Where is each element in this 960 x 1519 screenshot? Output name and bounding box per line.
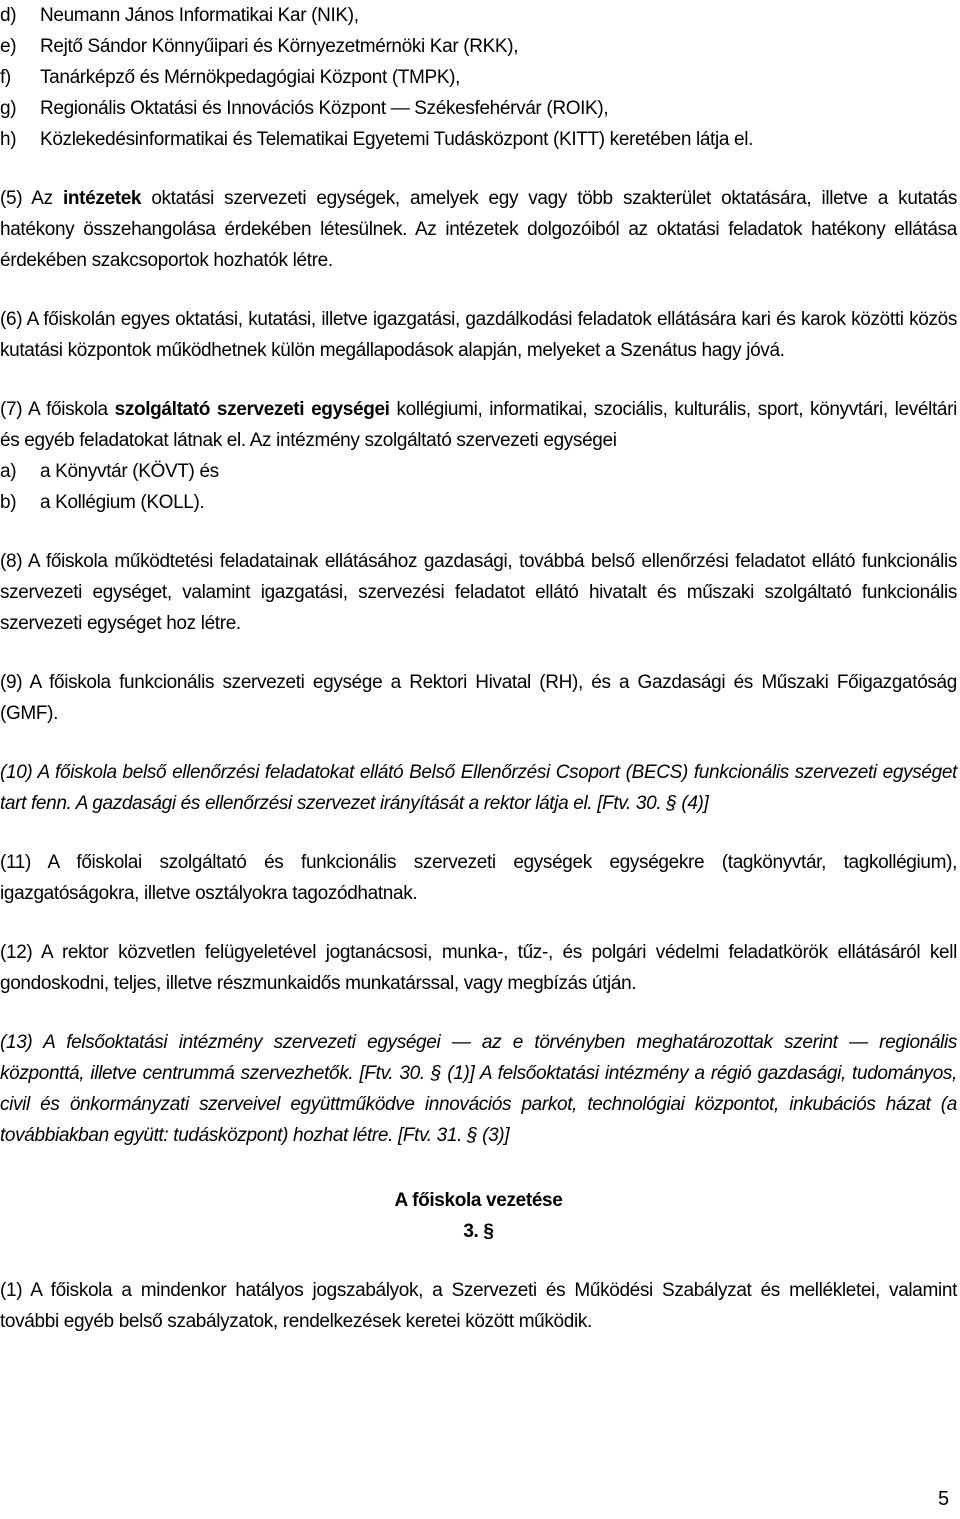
paragraph-13: (13) A felsőoktatási intézmény szervezeti egységei — az e törvényben meghatározottak szerint — regionális központtá, illetve centrummá szervezhetők. [Ftv. 30. § (1)] A felsőoktatási intézmény a régió gazdasági, tudományos, civil és önkormányzati szerveivel együttműködve innovációs parkot, technológiai központot, inkubációs házat (a továbbiakban együtt: tudásközpont) hozhat létre. [Ftv. 31. § (3)] — [0, 1032, 957, 1146]
list-label: e) — [0, 36, 17, 57]
bold-term: szolgáltató szervezeti egységei — [114, 399, 390, 420]
list-label: f) — [0, 67, 11, 88]
list-label: h) — [0, 129, 17, 150]
list-item — [0, 31, 957, 62]
list-label: g) — [0, 98, 17, 119]
section-heading — [0, 1185, 957, 1247]
bold-term: intézetek — [62, 188, 142, 209]
list-item — [0, 62, 957, 93]
paragraph-9: (9) A főiskola funkcionális szervezeti egysége a Rektori Hivatal (RH), és a Gazdasági és Műszaki Főigazgatóság (GMF). — [0, 672, 957, 724]
paragraph-6: (6) A főiskolán egyes oktatási, kutatási, illetve igazgatási, gazdálkodási feladatok ellátására kari és karok közötti közös kutatási központok működhetnek külön megállapodások alapján, melyeket a Szenátus hagy jóvá. — [0, 309, 957, 361]
list-text: Tanárképző és Mérnökpedagógiai Központ (TMPK), — [40, 67, 461, 88]
page-number: 5 — [938, 1488, 950, 1510]
faculty-list — [0, 0, 957, 155]
list-label: b) — [0, 492, 17, 513]
list-label: d) — [0, 5, 17, 26]
list-item — [0, 487, 957, 518]
section-number: 3. § — [463, 1221, 494, 1242]
list-text: Rejtő Sándor Könnyűipari és Környezetmérnöki Kar (RKK), — [40, 36, 519, 57]
list-text: a Kollégium (KOLL). — [40, 492, 205, 513]
paragraph-12: (12) A rektor közvetlen felügyeletével jogtanácsosi, munka-, tűz-, és polgári védelmi feladatkörök ellátásáról kell gondoskodni, teljes, illetve részmunkaidős munkatárssal, vagy megbízás útján. — [0, 942, 957, 994]
list-item — [0, 0, 957, 31]
paragraph-11: (11) A főiskolai szolgáltató és funkcionális szervezeti egységek egységekre (tagkönyvtár, tagkollégium), igazgatóságokra, illetve osztályokra tagozódhatnak. — [0, 852, 957, 904]
list-text: Neumann János Informatikai Kar (NIK), — [40, 5, 359, 26]
paragraph-7: (7) A főiskola szolgáltató szervezeti egységei kollégiumi, informatikai, szociális, kulturális, sport, könyvtári, levéltári és egyéb feladatokat látnak el. Az intézmény szolgáltató szervezeti egységei a) a Könyvtár (KÖVT) és b) a Kollégium (KOLL). — [0, 394, 957, 518]
list-item — [0, 124, 957, 155]
list-item — [0, 93, 957, 124]
list-text: Regionális Oktatási és Innovációs Központ — Székesfehérvár (ROIK), — [40, 98, 609, 119]
list-item — [0, 456, 957, 487]
list-label: a) — [0, 461, 17, 482]
list-text: a Könyvtár (KÖVT) és — [40, 461, 219, 482]
section-3-paragraph-1: (1) A főiskola a mindenkor hatályos jogszabályok, a Szervezeti és Működési Szabályzat és mellékletei, valamint további egyéb belső szabályzatok, rendelkezések keretei között működik. — [0, 1280, 957, 1332]
paragraph-10: (10) A főiskola belső ellenőrzési feladatokat ellátó Belső Ellenőrzési Csoport (BECS) funkcionális szervezeti egységet tart fenn. A gazdasági és ellenőrzési szervezet irányítását a rektor látja el. [Ftv. 30. § (4)] — [0, 762, 957, 814]
list-text: Közlekedésinformatikai és Telematikai Egyetemi Tudásközpont (KITT) keretében látja el. — [40, 129, 754, 150]
paragraph-5: (5) Az intézetek oktatási szervezeti egységek, amelyek egy vagy több szakterület oktatására, illetve a kutatás hatékony összehangolása érdekében létesülnek. Az intézetek dolgozóiból az oktatási feladatok hatékony ellátása érdekében szakcsoportok hozhatók létre. — [0, 188, 957, 271]
paragraph-8: (8) A főiskola működtetési feladatainak ellátásához gazdasági, továbbá belső ellenőrzési feladatot ellátó funkcionális szervezeti egységet, valamint igazgatási, szervezési feladatot ellátó hivatalt és műszaki szolgáltató funkcionális szervezeti egységet hoz létre. — [0, 551, 957, 634]
section-title: A főiskola vezetése — [394, 1190, 563, 1211]
